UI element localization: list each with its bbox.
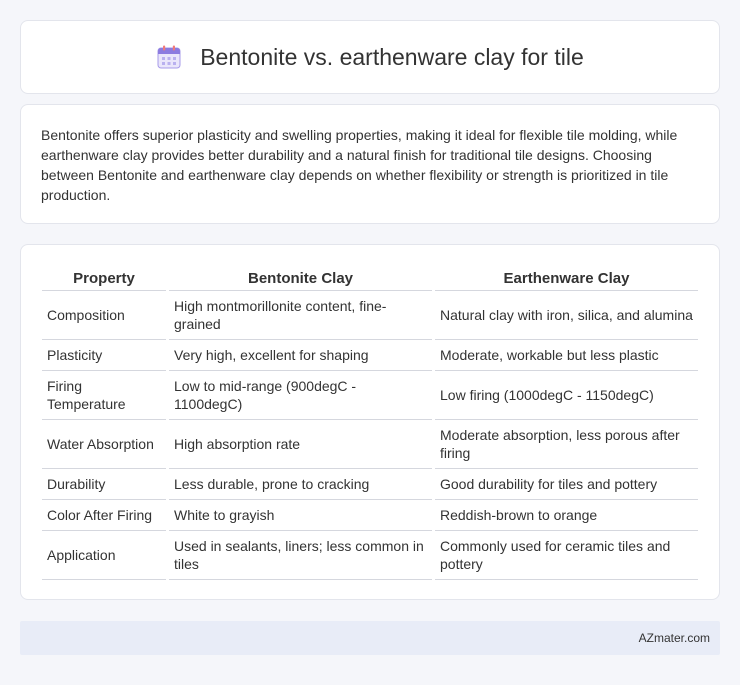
footer — [20, 621, 720, 655]
property-cell: Color After Firing — [42, 500, 166, 531]
property-cell: Application — [42, 531, 166, 580]
summary-card — [20, 104, 720, 224]
bentonite-cell: Used in sealants, liners; less common in tiles — [169, 531, 432, 580]
bentonite-cell: Very high, excellent for shaping — [169, 340, 432, 371]
bentonite-cell: High montmorillonite content, fine-grained — [169, 291, 432, 340]
calendar-icon — [156, 44, 182, 70]
header-bentonite: Bentonite Clay — [169, 265, 432, 291]
page-title: Bentonite vs. earthenware clay for tile — [200, 43, 584, 70]
earthenware-cell: Good durability for tiles and pottery — [435, 469, 698, 500]
header-earthenware: Earthenware Clay — [435, 265, 698, 291]
table-row — [42, 500, 698, 531]
table-row — [42, 371, 698, 420]
table-row — [42, 420, 698, 469]
title-card — [20, 20, 720, 94]
earthenware-cell: Moderate, workable but less plastic — [435, 340, 698, 371]
table-row — [42, 340, 698, 371]
earthenware-cell: Natural clay with iron, silica, and alumina — [435, 291, 698, 340]
property-cell: Durability — [42, 469, 166, 500]
bentonite-cell: Less durable, prone to cracking — [169, 469, 432, 500]
bentonite-cell: White to grayish — [169, 500, 432, 531]
table-row — [42, 531, 698, 580]
property-cell: Firing Temperature — [42, 371, 166, 420]
summary-text: Bentonite offers superior plasticity and swelling properties, making it ideal for flexible tile molding, while earthenware clay provides better durability and a natural finish for traditional tile designs. Choosing between Bentonite and earthenware clay depends on whether flexibility or strength is prioritized in tile production. — [41, 127, 678, 203]
table-row — [42, 469, 698, 500]
bentonite-cell: High absorption rate — [169, 420, 432, 469]
earthenware-cell: Moderate absorption, less porous after firing — [435, 420, 698, 469]
comparison-table — [39, 265, 701, 580]
bentonite-cell: Low to mid-range (900degC - 1100degC) — [169, 371, 432, 420]
property-cell: Composition — [42, 291, 166, 340]
earthenware-cell: Reddish-brown to orange — [435, 500, 698, 531]
header-property: Property — [42, 265, 166, 291]
comparison-table-card — [20, 244, 720, 600]
property-cell: Water Absorption — [42, 420, 166, 469]
table-header-row — [42, 265, 698, 291]
table-row — [42, 291, 698, 340]
earthenware-cell: Commonly used for ceramic tiles and pottery — [435, 531, 698, 580]
property-cell: Plasticity — [42, 340, 166, 371]
footer-brand: AZmater.com — [638, 631, 710, 645]
earthenware-cell: Low firing (1000degC - 1150degC) — [435, 371, 698, 420]
